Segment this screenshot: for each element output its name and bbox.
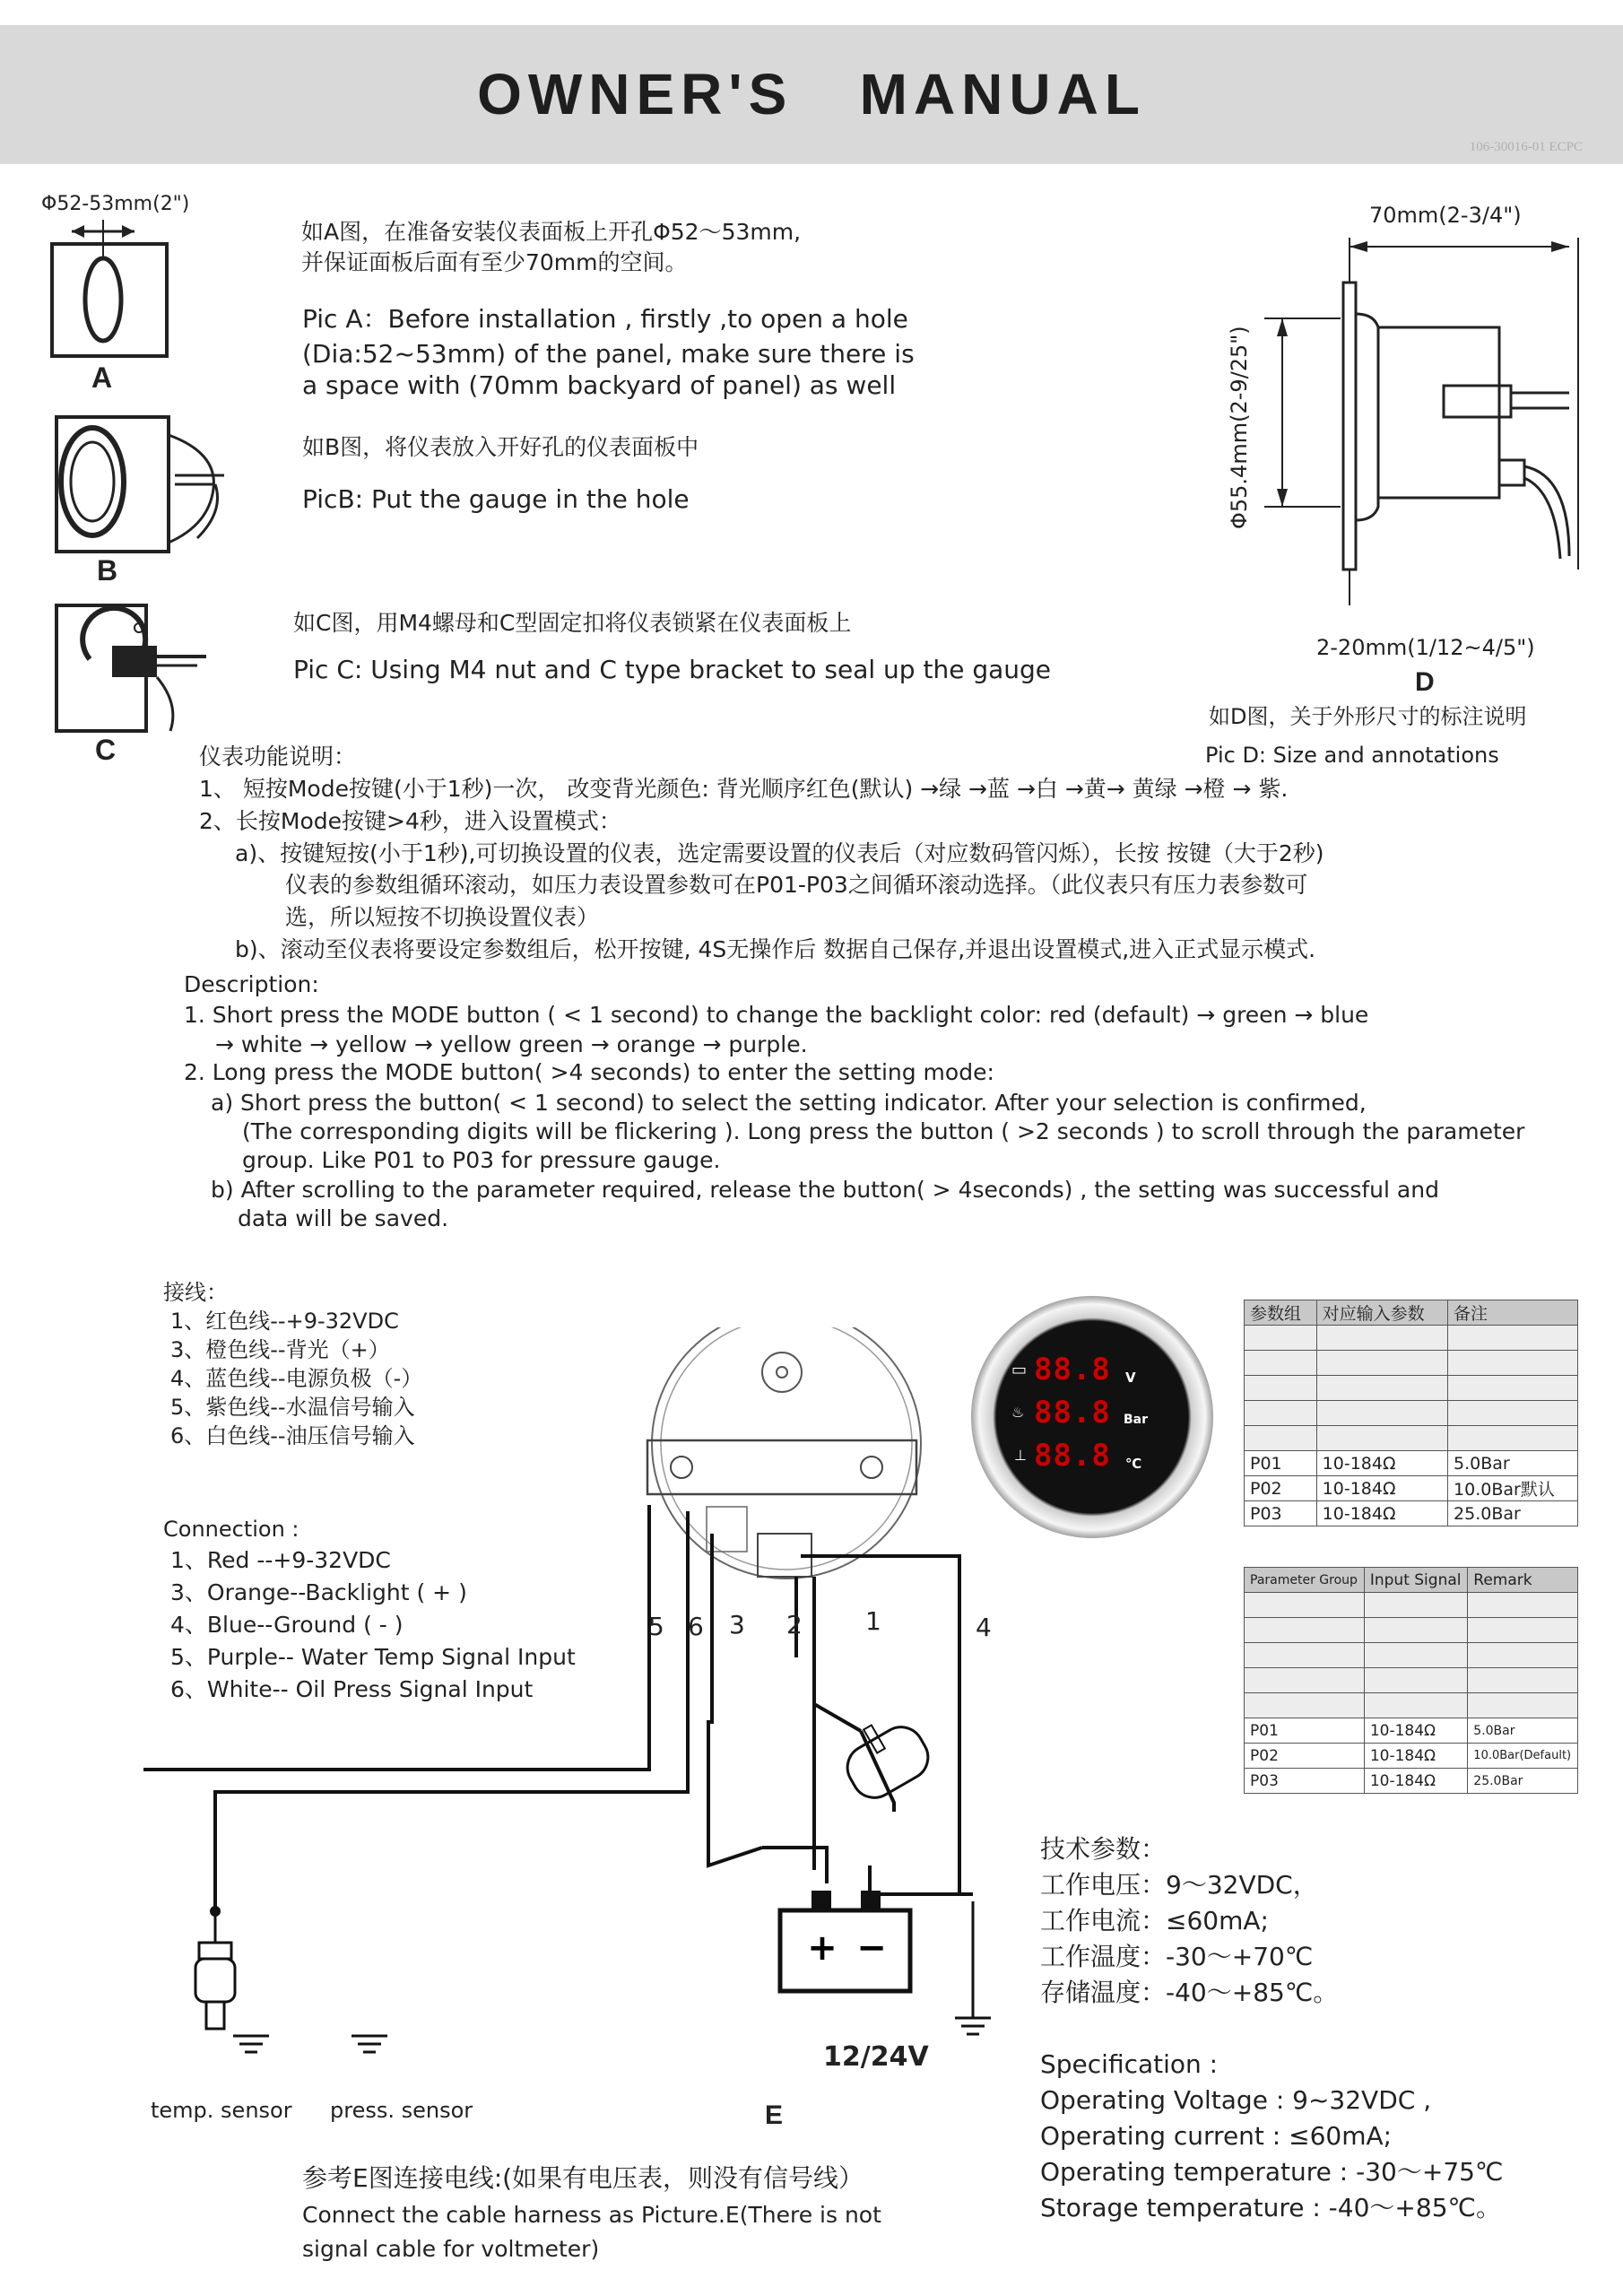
table-header: 备注: [1448, 1300, 1578, 1326]
pic-b-en: PicB: Put the gauge in the hole: [302, 484, 690, 514]
temp-digits: 88.8: [1034, 1438, 1111, 1474]
wire-number: 5: [648, 1612, 664, 1641]
pressure-digits: 88.8: [1034, 1395, 1111, 1431]
spec-cn-line: 工作电流：≤60mA;: [1040, 1906, 1269, 1935]
table-header: Remark: [1468, 1568, 1578, 1593]
table-header: Parameter Group: [1245, 1568, 1365, 1593]
pic-c-cn: 如C图，用M4螺母和C型固定扣将仪表锁紧在仪表面板上: [293, 610, 852, 636]
wiring-en-item: 6、White-- Oil Press Signal Input: [170, 1676, 534, 1702]
param-table-cn: [1244, 1300, 1578, 1526]
wiring-en-item: 1、Red --+9-32VDC: [170, 1547, 391, 1573]
figure-a-label: A: [91, 361, 113, 394]
table-cell: 10-184Ω: [1316, 1451, 1447, 1476]
spec-en-line: Storage temperature : -40～+85℃。: [1040, 2193, 1501, 2222]
table-cell: P01: [1245, 1718, 1365, 1744]
table-cell: P01: [1245, 1451, 1317, 1476]
pic-a-cn-2: 并保证面板后面有至少70mm的空间。: [301, 249, 688, 275]
wiring-cn-item: 4、蓝色线--电源负极（-）: [170, 1366, 423, 1391]
wiring-cn-heading: 接线：: [163, 1280, 228, 1305]
pic-d-en: Pic D: Size and annotations: [1205, 743, 1499, 768]
table-header: 对应输入参数: [1316, 1300, 1447, 1326]
function-cn-line-4: 仪表的参数组循环滚动，如压力表设置参数可在P01-P03之间循环滚动选择。（此仪表只有压力表参数可: [285, 872, 1308, 898]
figure-b-label: B: [97, 554, 118, 587]
function-cn-line-1: 1、 短按Mode按键(小于1秒)一次， 改变背光颜色: 背光顺序红色(默认) →绿 →蓝 →白 →黄→ 黄绿 →橙 → 紫.: [199, 776, 1289, 802]
function-en-line-4: a) Short press the button( < 1 second) to select the setting indicator. After your selection is confirmed,: [211, 1090, 1367, 1116]
d-panel-label: 2-20mm(1/12~4/5"): [1316, 635, 1535, 660]
function-cn-line-2: 2、长按Mode按键>4秒，进入设置模式：: [199, 808, 621, 834]
spec-en-heading: Specification :: [1040, 2049, 1219, 2079]
param-table-en: [1244, 1567, 1578, 1794]
table-cell: P03: [1245, 1769, 1365, 1794]
figure-b: [49, 408, 238, 561]
spec-cn-line: 工作电压：9～32VDC，: [1040, 1870, 1318, 1900]
spec-cn-line: 工作温度：-30～+70℃: [1040, 1942, 1314, 1971]
table-row: [1245, 1451, 1578, 1476]
figure-c: [49, 601, 220, 744]
figure-e-label: E: [765, 2100, 784, 2130]
doc-code: 106-30016-01 ECPC: [1469, 140, 1583, 154]
volt-unit: V: [1125, 1370, 1136, 1386]
svg-text:−: −: [856, 1927, 887, 1969]
hole-size-label: Φ52-53mm(2"): [41, 193, 190, 215]
battery-label: 12/24V: [823, 2041, 929, 2073]
spec-cn-heading: 技术参数：: [1040, 1834, 1167, 1864]
table-cell: 10-184Ω: [1364, 1718, 1467, 1744]
wiring-cn-item: 3、橙色线--背光（+）: [170, 1337, 390, 1362]
wiring-en-item: 4、Blue--Ground ( - ): [170, 1612, 404, 1638]
voltage-digits: 88.8: [1034, 1352, 1111, 1387]
oil-can-icon: ♨: [1011, 1404, 1025, 1421]
wiring-cn-item: 1、红色线--+9-32VDC: [170, 1309, 399, 1334]
table-cell: 10-184Ω: [1364, 1744, 1467, 1769]
wiring-cn-item: 5、紫色线--水温信号输入: [170, 1395, 415, 1420]
table-cell: P02: [1245, 1476, 1317, 1501]
table-cell: 5.0Bar: [1468, 1718, 1578, 1744]
figure-c-label: C: [95, 734, 117, 766]
wiring-diagram: [143, 1327, 1040, 2135]
figure-d-label: D: [1415, 667, 1435, 697]
function-en-heading: Description:: [184, 971, 319, 997]
function-en-line-5: (The corresponding digits will be flickering ). Long press the button ( >2 seconds ) to scroll through the parameter: [242, 1118, 1525, 1144]
function-en-line-3: 2. Long press the MODE button( >4 seconds) to enter the setting mode:: [184, 1059, 994, 1085]
d-diameter-label: Φ55.4mm(2-9/25"): [1227, 326, 1252, 529]
svg-text:+: +: [807, 1927, 838, 1969]
table-cell: 5.0Bar: [1448, 1451, 1578, 1476]
wire-number: 6: [688, 1612, 704, 1641]
table-cell: 25.0Bar: [1468, 1769, 1578, 1794]
table-cell: 25.0Bar: [1448, 1501, 1578, 1526]
function-cn-line-6: b)、滚动至仪表将要设定参数组后，松开按键, 4S无操作后 数据自己保存,并退出设置模式,进入正式显示模式.: [235, 936, 1316, 962]
wire-number: 2: [786, 1610, 803, 1639]
pic-a-en-3: a space with (70mm backyard of panel) as well: [302, 370, 897, 400]
function-cn-heading: 仪表功能说明：: [199, 744, 357, 770]
function-en-line-1: 1. Short press the MODE button ( < 1 second) to change the backlight color: red (default) → green → blue: [184, 1002, 1369, 1028]
d-width-label: 70mm(2-3/4"): [1369, 203, 1522, 228]
table-cell: P03: [1245, 1501, 1317, 1526]
bar-unit: Bar: [1124, 1413, 1149, 1427]
function-en-line-7: b) After scrolling to the parameter required, release the button( > 4seconds) , the setting was successful and: [211, 1177, 1439, 1203]
table-cell: P02: [1245, 1744, 1365, 1769]
pic-c-en: Pic C: Using M4 nut and C type bracket to seal up the gauge: [293, 655, 1052, 684]
temp-sensor-label: temp. sensor: [151, 2098, 292, 2123]
celsius-unit: ℃: [1125, 1456, 1142, 1472]
function-cn-line-5: 选，所以短按不切换设置仪表）: [285, 904, 600, 930]
table-row: [1245, 1476, 1578, 1501]
spec-en-line: Operating current : ≤60mA;: [1040, 2121, 1393, 2151]
press-sensor-label: press. sensor: [330, 2098, 473, 2123]
table-header: 参数组: [1245, 1300, 1317, 1326]
table-row: [1245, 1769, 1578, 1794]
spec-en-line: Operating Voltage : 9~32VDC ,: [1040, 2085, 1432, 2115]
function-en-line-8: data will be saved.: [238, 1205, 449, 1231]
battery-icon: ▭: [1011, 1361, 1028, 1379]
spec-en-line: Operating temperature : -30～+75℃: [1040, 2157, 1504, 2187]
wire-number: 4: [976, 1613, 992, 1642]
gauge-front: [971, 1296, 1213, 1538]
wire-number: 3: [729, 1610, 745, 1639]
pic-a-cn-1: 如A图，在准备安装仪表面板上开孔Φ52～53mm,: [301, 219, 802, 245]
wiring-cn-item: 6、白色线--油压信号输入: [170, 1423, 415, 1448]
footer-cn: 参考E图连接电线:(如果有电压表，则没有信号线）: [302, 2163, 864, 2193]
table-row: [1245, 1718, 1578, 1744]
function-en-line-2: → white → yellow → yellow green → orange → purple.: [215, 1031, 808, 1057]
figure-a: [45, 215, 179, 368]
wiring-en-item: 3、Orange--Backlight ( + ): [170, 1579, 467, 1605]
function-en-line-6: group. Like P01 to P03 for pressure gauge.: [242, 1147, 721, 1173]
table-cell: 10-184Ω: [1364, 1769, 1467, 1794]
table-cell: 10-184Ω: [1316, 1476, 1447, 1501]
thermometer-icon: ⊥: [1014, 1447, 1027, 1464]
table-row: [1245, 1744, 1578, 1769]
footer-en-2: signal cable for voltmeter): [302, 2236, 600, 2262]
wire-number: 1: [865, 1606, 881, 1636]
footer-en-1: Connect the cable harness as Picture.E(There is not: [302, 2202, 881, 2228]
function-cn-line-3: a)、按键短按(小于1秒),可切换设置的仪表，选定需要设置的仪表后（对应数码管闪烁），长按 按键（大于2秒): [235, 840, 1324, 866]
figure-d: [1211, 229, 1596, 614]
table-cell: 10.0Bar(Default): [1468, 1744, 1578, 1769]
pic-a-en-2: (Dia:52~53mm) of the panel, make sure there is: [302, 339, 915, 369]
spec-cn-line: 存储温度：-40～+85℃。: [1040, 1978, 1339, 2007]
wiring-en-item: 5、Purple-- Water Temp Signal Input: [170, 1644, 576, 1670]
pic-a-en-1: Pic A：Before installation , firstly ,to open a hole: [302, 304, 908, 334]
page-title: OWNER'S MANUAL: [477, 62, 1146, 126]
table-row: [1245, 1501, 1578, 1526]
table-header: Input Signal: [1364, 1568, 1467, 1593]
table-cell: 10.0Bar默认: [1448, 1476, 1578, 1501]
pic-d-cn: 如D图，关于外形尺寸的标注说明: [1209, 704, 1527, 729]
pic-b-cn: 如B图，将仪表放入开好孔的仪表面板中: [302, 434, 699, 460]
table-cell: 10-184Ω: [1316, 1501, 1447, 1526]
wiring-en-heading: Connection :: [163, 1517, 299, 1542]
